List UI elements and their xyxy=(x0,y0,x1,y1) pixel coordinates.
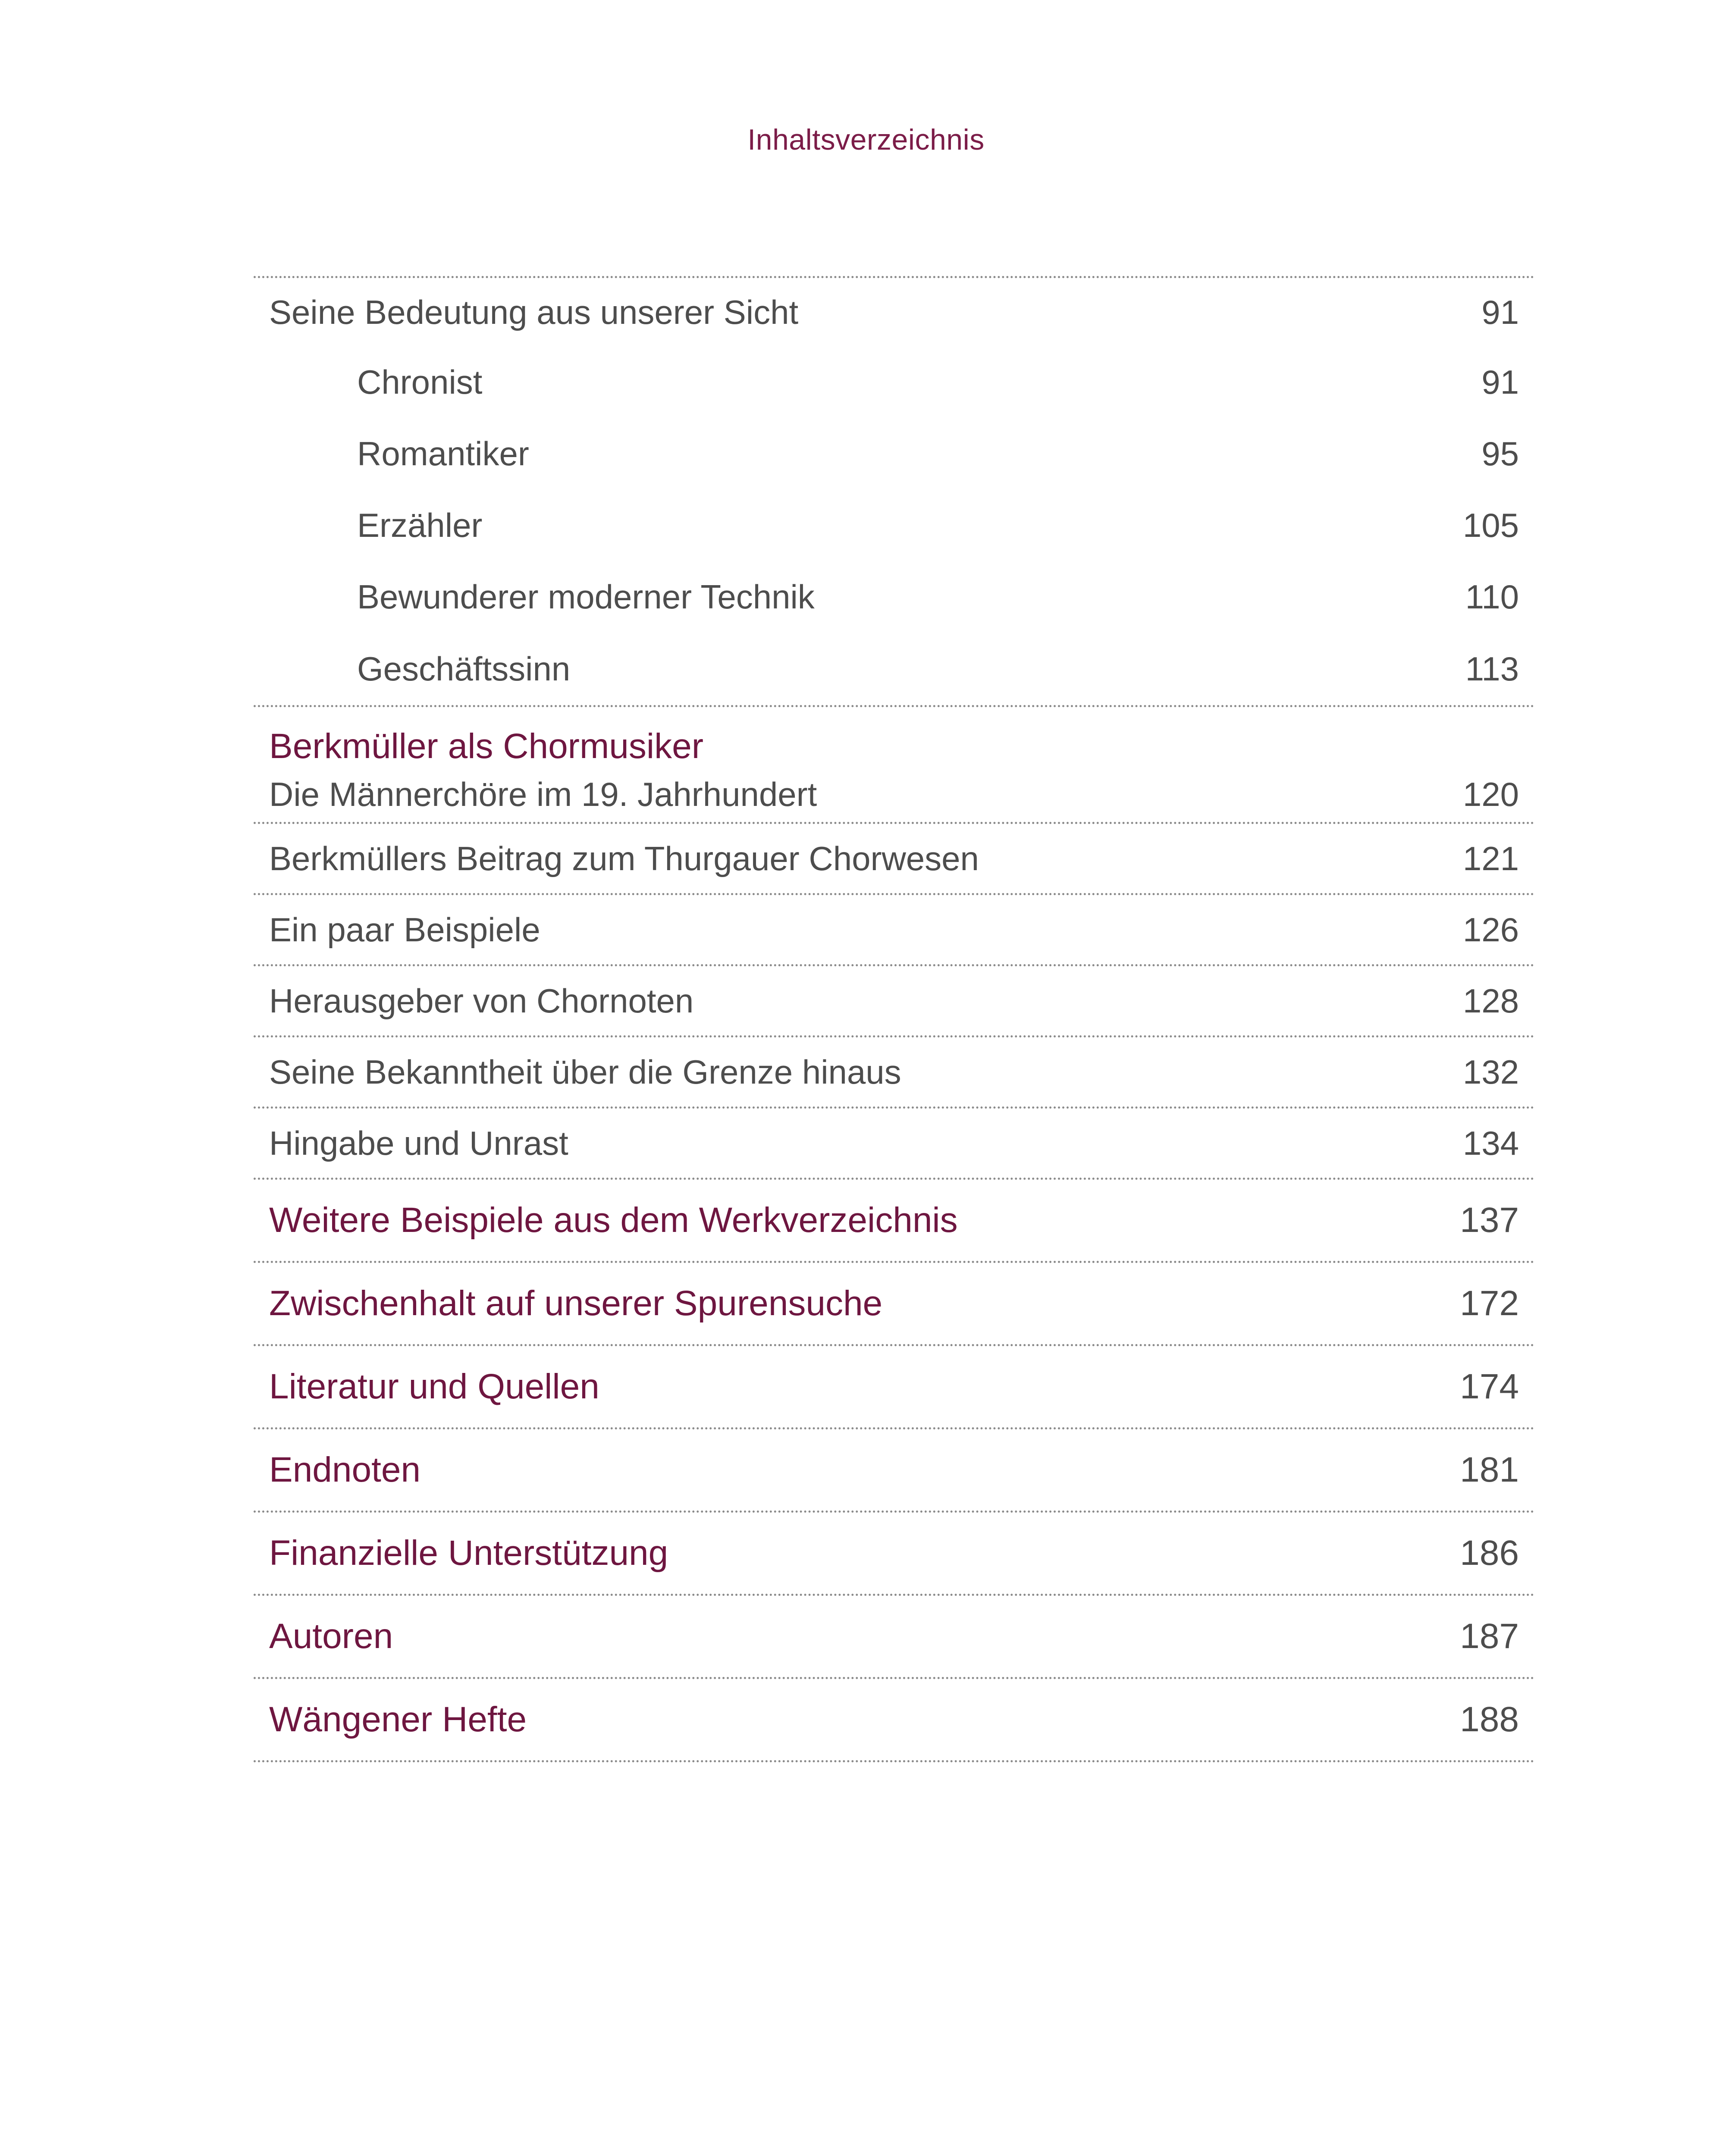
section-heading: Berkmüller als Chormusiker xyxy=(269,727,704,766)
toc-subentry[interactable] xyxy=(254,346,1534,418)
toc-entry-title: Bewunderer moderner Technik xyxy=(357,577,815,616)
toc-entry-page: 110 xyxy=(1465,577,1519,616)
toc-entry-page: 134 xyxy=(1462,1124,1519,1162)
table-of-contents xyxy=(254,276,1534,1762)
toc-entry-page: 95 xyxy=(1481,434,1519,473)
toc-chapter[interactable] xyxy=(254,1263,1534,1344)
toc-entry-page: 91 xyxy=(1481,293,1519,331)
toc-chapter-title: Finanzielle Unterstützung xyxy=(269,1533,668,1573)
toc-entry-title: Romantiker xyxy=(357,434,529,473)
toc-entry-title: Die Männerchöre im 19. Jahrhundert xyxy=(269,775,817,813)
toc-subentry[interactable] xyxy=(254,489,1534,561)
toc-subentry[interactable] xyxy=(254,418,1534,489)
toc-chapter-title: Endnoten xyxy=(269,1450,421,1489)
toc-subentry[interactable] xyxy=(254,561,1534,633)
toc-chapter[interactable] xyxy=(254,1346,1534,1427)
toc-chapter-title: Autoren xyxy=(269,1617,393,1656)
toc-subentry[interactable] xyxy=(254,633,1534,705)
toc-entry[interactable] xyxy=(254,1037,1534,1106)
toc-entry-title: Erzähler xyxy=(357,506,483,544)
toc-entry-title: Hingabe und Unrast xyxy=(269,1124,568,1162)
toc-entry-page: 172 xyxy=(1460,1284,1519,1323)
toc-chapter-title: Literatur und Quellen xyxy=(269,1367,599,1406)
toc-entry[interactable] xyxy=(254,824,1534,893)
toc-entry-title: Berkmüllers Beitrag zum Thurgauer Chorwesen xyxy=(269,839,979,877)
running-header: Inhaltsverzeichnis xyxy=(747,123,985,156)
toc-entry-page: 186 xyxy=(1460,1533,1519,1573)
toc-chapter[interactable] xyxy=(254,1679,1534,1760)
toc-chapter[interactable] xyxy=(254,1513,1534,1594)
toc-chapter-title: Zwischenhalt auf unserer Spurensuche xyxy=(269,1284,883,1323)
toc-entry-title: Ein paar Beispiele xyxy=(269,910,540,949)
toc-entry-title: Chronist xyxy=(357,363,483,401)
toc-entry-page: 132 xyxy=(1462,1053,1519,1091)
toc-chapter[interactable] xyxy=(254,1429,1534,1510)
toc-entry-title: Seine Bekanntheit über die Grenze hinaus xyxy=(269,1053,901,1091)
toc-entry[interactable] xyxy=(254,767,1534,822)
toc-entry-page: 188 xyxy=(1460,1700,1519,1739)
toc-entry[interactable] xyxy=(254,278,1534,346)
toc-entry-page: 126 xyxy=(1462,910,1519,949)
toc-entry-page: 120 xyxy=(1462,775,1519,813)
toc-entry-title: Geschäftssinn xyxy=(357,649,571,688)
toc-entry-title: Herausgeber von Chornoten xyxy=(269,981,694,1020)
toc-entry-page: 91 xyxy=(1481,363,1519,401)
toc-chapter-title: Wängener Hefte xyxy=(269,1700,527,1739)
toc-entry[interactable] xyxy=(254,966,1534,1035)
toc-entry-title: Seine Bedeutung aus unserer Sicht xyxy=(269,293,799,331)
toc-entry[interactable] xyxy=(254,895,1534,964)
toc-chapter-title: Weitere Beispiele aus dem Werkverzeichnis xyxy=(269,1200,958,1240)
toc-entry-page: 113 xyxy=(1465,649,1519,688)
dotted-rule xyxy=(254,1760,1534,1762)
toc-entry-page: 128 xyxy=(1462,981,1519,1020)
toc-entry-page: 137 xyxy=(1460,1200,1519,1240)
toc-chapter[interactable] xyxy=(254,1180,1534,1261)
toc-chapter[interactable] xyxy=(254,1596,1534,1677)
toc-entry-page: 121 xyxy=(1462,839,1519,877)
toc-entry-page: 187 xyxy=(1460,1617,1519,1656)
toc-entry-page: 105 xyxy=(1462,506,1519,544)
toc-entry[interactable] xyxy=(254,1109,1534,1178)
toc-entry-page: 181 xyxy=(1460,1450,1519,1489)
toc-entry-page: 174 xyxy=(1460,1367,1519,1406)
